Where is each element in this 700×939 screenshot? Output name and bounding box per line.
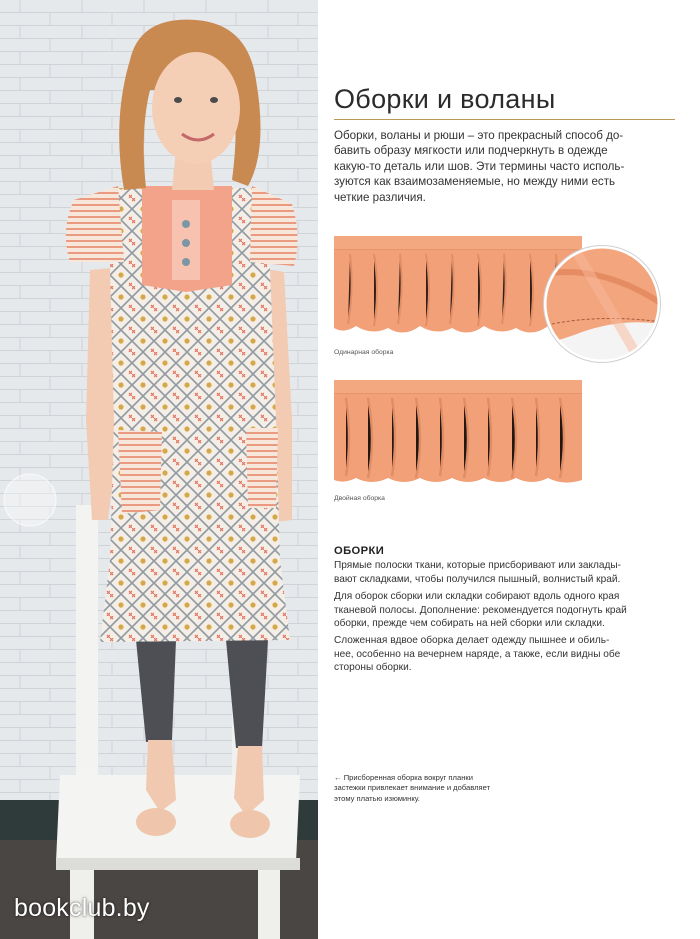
section-heading: ОБОРКИ	[334, 545, 385, 557]
intro-line: четкие различия.	[334, 190, 426, 204]
paragraph-line: Прямые полоски ткани, которые присборивают или заклады-	[334, 560, 622, 571]
paragraph-line: вают складками, чтобы получился пышный, волнистый край.	[334, 573, 621, 585]
paragraph-line: тканевой полосы. Дополнение: рекомендуется подогнуть край	[334, 604, 627, 616]
paragraph-line: нее, особенно на вечернем наряде, а также, если видны обе	[334, 648, 621, 660]
intro-paragraph	[334, 128, 674, 205]
paragraph-line: стороны оборки.	[334, 662, 412, 673]
intro-line: зуются как взаимозаменяемые, но между ними есть	[334, 175, 616, 189]
paragraph-line: Сложенная вдвое оборка делает одежду пышнее и обиль-	[334, 635, 610, 646]
page-title: Оборки и воланы	[334, 84, 556, 114]
section-paragraph-2	[334, 590, 674, 631]
intro-line: какую-то деталь или шов. Эти термины часто исполь-	[334, 159, 625, 173]
caption-line: этому платью изюминку.	[334, 793, 420, 803]
double-ruffle-illustration	[334, 380, 582, 486]
caption-line: застежки привлекает внимание и добавляет	[334, 783, 491, 793]
paragraph-line: Для оборок сборки или складки собирают вдоль одного края	[334, 591, 620, 602]
ruffle-detail-zoom	[542, 244, 662, 364]
intro-line: бавить образу мягкости или подчеркнуть в одежде	[334, 144, 608, 158]
intro-line: Оборки, воланы и рюши – это прекрасный способ до-	[334, 129, 624, 142]
title-rule	[334, 119, 675, 120]
girl-in-dress-photo	[0, 0, 318, 939]
section-paragraph-3	[334, 634, 674, 675]
paragraph-line: оборки, прежде чем собирать на ней сборки или складки.	[334, 618, 605, 629]
section-paragraph-1	[334, 559, 674, 586]
single-ruffle-caption: Одинарная оборка	[334, 349, 394, 356]
watermark: bookclub.by	[14, 894, 150, 922]
photo-caption	[334, 773, 524, 804]
double-ruffle-caption: Двойная оборка	[334, 495, 385, 502]
caption-line: ← Присборенная оборка вокруг планки	[334, 773, 473, 782]
